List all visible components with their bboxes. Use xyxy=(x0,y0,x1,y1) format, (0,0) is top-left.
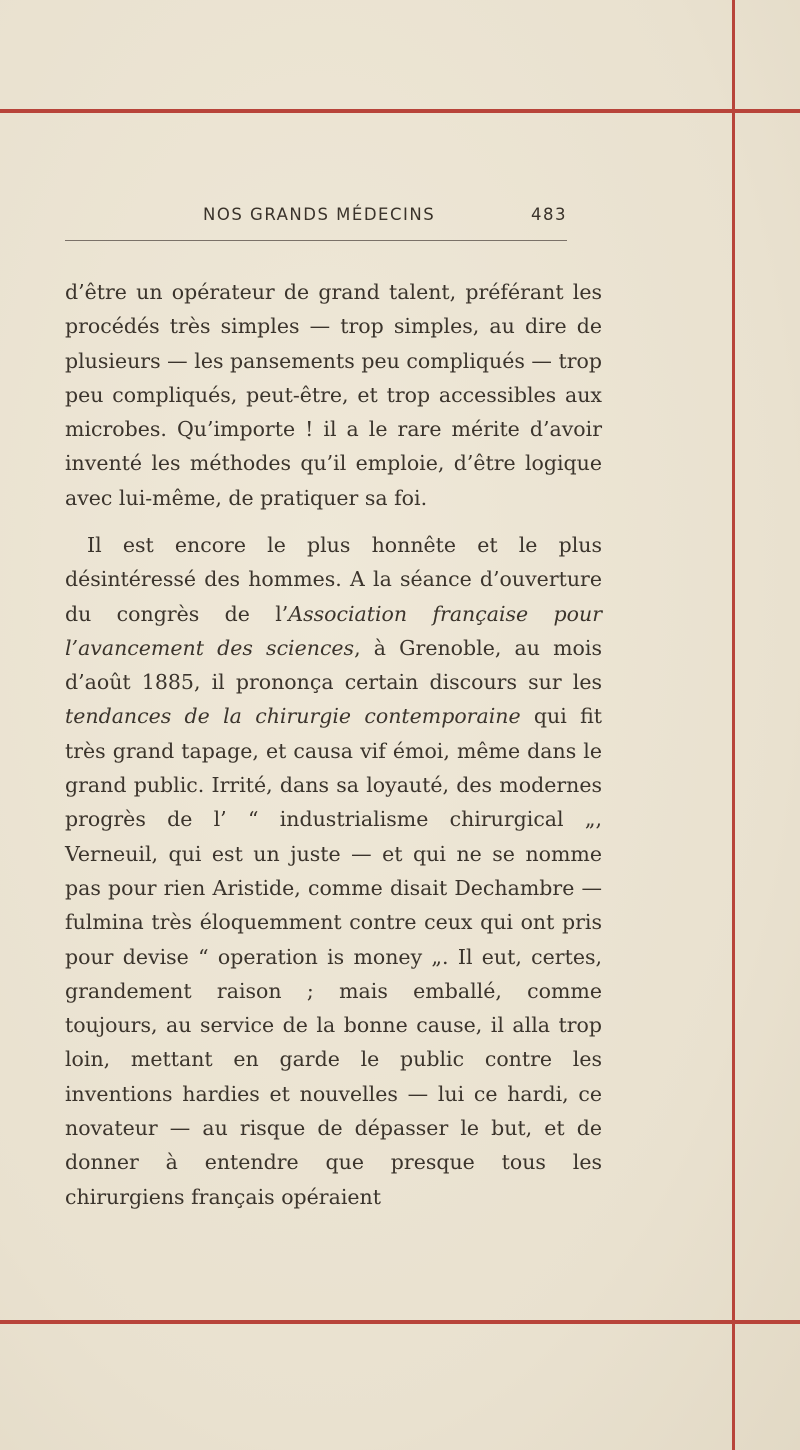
paragraph-2-part-1: Il est encore le plus honnête et le plus désintéressé des hommes. A la séance d’ouverture du congrès de l’ xyxy=(65,533,602,626)
right-red-rule xyxy=(732,0,735,1450)
page-number: 483 xyxy=(531,205,567,224)
paragraph-2-italic-association: Association française pour l’avancement des sciences xyxy=(65,601,602,660)
running-head-title: NOS GRANDS MÉDECINS xyxy=(203,205,436,224)
paragraph-2 xyxy=(65,528,602,1214)
paragraph-1: d’être un opérateur de grand talent, préférant les procédés très simples — trop simples, au dire de plusieurs — les pansements peu compliqués — trop peu compliqués, peut-être, et trop accessibles aux microbes. Qu’importe ! il a le rare mérite d’avoir inventé les méthodes qu’il emploie, d’être logique avec lui-même, de pratiquer sa foi. xyxy=(65,280,602,510)
paragraph-2-part-3: qui fit très grand tapage, et causa vif émoi, même dans le grand public. Irrité, dans sa loyauté, des modernes progrès de l’ “ industrialisme chirurgical „, Verneuil, qui est un juste — et qui ne se nomme pas pour rien Aristide, comme disait Dechambre — fulmina très éloquemment contre ceux qui ont pris pour devise “ operation is money „. Il eut, certes, grandement raison ; mais emballé, comme toujours, au service de la bonne cause, il alla trop loin, mettant en garde le public contre les inventions hardies et nouvelles — lui ce hardi, ce novateur — au risque de dépasser le but, et de donner à entendre que presque tous les chirurgiens français opéraient xyxy=(65,704,603,1209)
header-rule xyxy=(65,240,567,241)
top-red-rule xyxy=(0,109,800,113)
bottom-red-rule xyxy=(0,1320,800,1324)
paragraph-2-part-2: , à Grenoble, au mois d’août 1885, il prononça certain discours sur les xyxy=(65,635,602,695)
paragraph-2-italic-tendances: tendances de la chirurgie contemporaine xyxy=(65,704,521,729)
